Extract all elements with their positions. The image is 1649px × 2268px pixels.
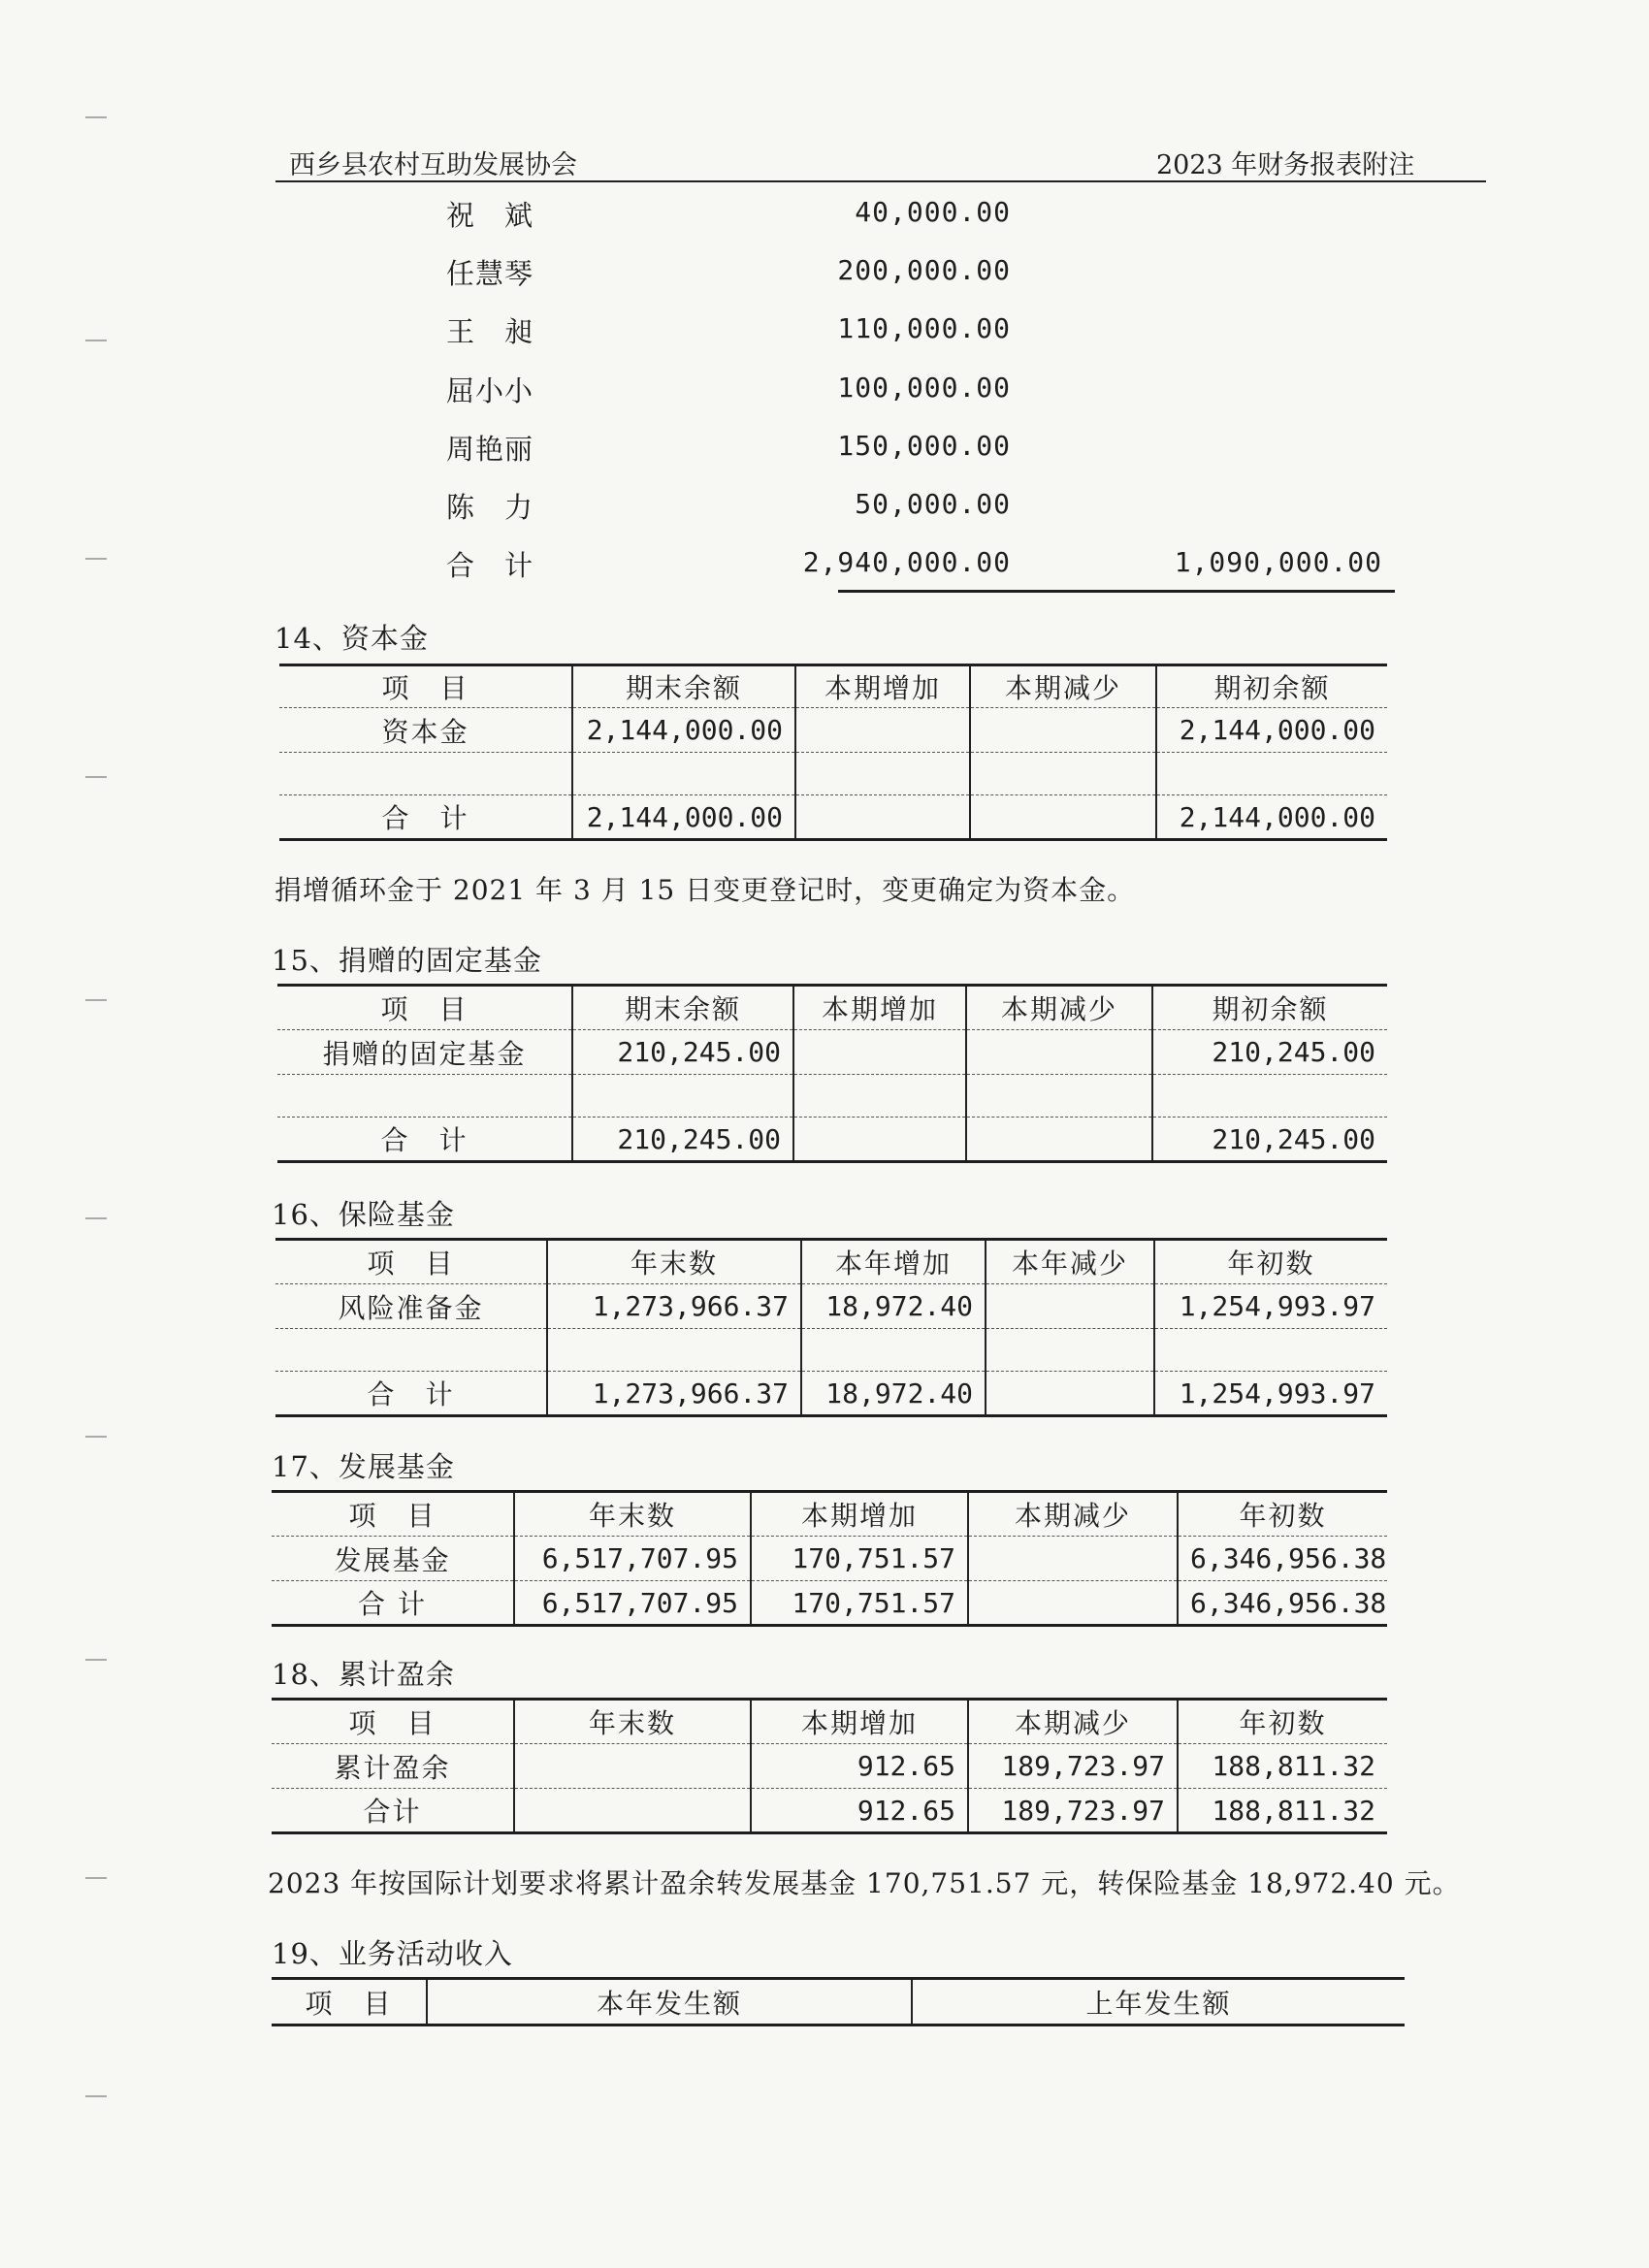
donor-amount: 150,000.00 [837, 430, 1011, 462]
value-cell [793, 1118, 966, 1162]
value-cell [795, 795, 970, 840]
value-cell: 189,723.97 [968, 1789, 1178, 1833]
item-cell: 合 计 [367, 1378, 455, 1410]
col-header: 期初余额 [1152, 986, 1387, 1030]
value-cell [968, 1537, 1178, 1581]
donor-name: 周艳丽 [446, 433, 534, 466]
col-header: 项 目 [279, 665, 572, 708]
col-header: 本期增加 [751, 1492, 968, 1537]
item-cell: 风险准备金 [275, 1284, 547, 1329]
col-header: 期初余额 [1156, 665, 1387, 708]
table-row [272, 1581, 1387, 1626]
col-header: 本期减少 [968, 1700, 1178, 1744]
col-header: 年初数 [1154, 1240, 1387, 1284]
donor-total-label: 合 计 [446, 549, 534, 582]
table-row [272, 1744, 1387, 1789]
value-cell: 210,245.00 [1152, 1030, 1387, 1075]
value-cell: 6,517,707.95 [514, 1581, 751, 1626]
section-18-note: 2023 年按国际计划要求将累计盈余转发展基金 170,751.57 元，转保险基金 18,972.40 元。 [268, 1867, 1461, 1899]
col-header: 项 目 [272, 1492, 514, 1537]
value-cell: 170,751.57 [751, 1581, 968, 1626]
value-cell [970, 708, 1156, 753]
item-cell: 合计 [363, 1796, 422, 1828]
table-row [275, 1329, 1387, 1372]
section-14-note: 捐增循环金于 2021 年 3 月 15 日变更登记时，变更确定为资本金。 [275, 874, 1136, 906]
col-header: 年初数 [1178, 1700, 1387, 1744]
donor-amount: 40,000.00 [855, 196, 1011, 228]
donor-name: 任慧琴 [446, 257, 534, 290]
donor-amount: 200,000.00 [837, 254, 1011, 286]
col-header: 本期减少 [970, 665, 1156, 708]
value-cell: 210,245.00 [1152, 1118, 1387, 1162]
item-cell: 合 计 [381, 802, 469, 834]
donor-total-amount2: 1,090,000.00 [1174, 546, 1382, 578]
table-row [279, 753, 1387, 795]
item-cell: 合 计 [380, 1124, 469, 1156]
donor-name: 王 昶 [446, 315, 534, 348]
col-header: 本年发生额 [427, 1979, 912, 2025]
section-14-title: 14、资本金 [275, 622, 429, 655]
col-header: 项 目 [272, 1700, 514, 1744]
donor-amount: 50,000.00 [855, 488, 1011, 520]
value-cell [986, 1372, 1154, 1416]
table-row [275, 1372, 1387, 1416]
value-cell: 170,751.57 [751, 1537, 968, 1581]
value-cell: 18,972.40 [801, 1372, 986, 1416]
value-cell [795, 708, 970, 753]
value-cell: 189,723.97 [968, 1744, 1178, 1789]
col-header: 项 目 [305, 1987, 393, 2020]
value-cell: 1,273,966.37 [547, 1372, 801, 1416]
value-cell: 188,811.32 [1178, 1789, 1387, 1833]
value-cell: 18,972.40 [801, 1284, 986, 1329]
section-15-title: 15、捐赠的固定基金 [272, 944, 542, 977]
value-cell: 188,811.32 [1178, 1744, 1387, 1789]
value-cell: 2,144,000.00 [572, 795, 795, 840]
col-header: 项 目 [277, 986, 572, 1030]
business-income-table [272, 1977, 1405, 2026]
donor-name: 屈小小 [446, 374, 534, 407]
insurance-fund-table [275, 1238, 1387, 1417]
col-header: 年末数 [514, 1700, 751, 1744]
value-cell [968, 1581, 1178, 1626]
col-header: 年末数 [547, 1240, 801, 1284]
value-cell: 210,245.00 [572, 1118, 793, 1162]
table-row [272, 1789, 1387, 1833]
table-row [279, 708, 1387, 753]
value-cell: 2,144,000.00 [1156, 795, 1387, 840]
section-19-title: 19、业务活动收入 [272, 1937, 513, 1970]
donor-name: 祝 斌 [446, 199, 534, 232]
col-header: 本期增加 [795, 665, 970, 708]
col-header: 本年增加 [801, 1240, 986, 1284]
item-cell: 发展基金 [272, 1537, 514, 1581]
value-cell: 912.65 [751, 1789, 968, 1833]
section-17-title: 17、发展基金 [272, 1450, 455, 1483]
col-header: 年末数 [514, 1492, 751, 1537]
value-cell: 6,346,956.38 [1178, 1581, 1387, 1626]
section-16-title: 16、保险基金 [272, 1198, 455, 1231]
table-row [275, 1284, 1387, 1329]
value-cell [793, 1030, 966, 1075]
item-cell: 捐赠的固定基金 [277, 1030, 572, 1075]
value-cell [514, 1789, 751, 1833]
col-header: 期末余额 [572, 665, 795, 708]
col-header: 项 目 [275, 1240, 547, 1284]
value-cell: 1,254,993.97 [1154, 1284, 1387, 1329]
value-cell [966, 1030, 1152, 1075]
development-fund-table [272, 1490, 1387, 1627]
value-cell: 2,144,000.00 [572, 708, 795, 753]
donor-total-amount: 2,940,000.00 [802, 546, 1011, 578]
donor-amount: 100,000.00 [837, 372, 1011, 404]
col-header: 年初数 [1178, 1492, 1387, 1537]
donor-name: 陈 力 [446, 491, 534, 524]
table-row [277, 1118, 1387, 1162]
col-header: 本期减少 [966, 986, 1152, 1030]
accumulated-surplus-table [272, 1698, 1387, 1834]
header-rule [275, 180, 1486, 182]
col-header: 上年发生额 [912, 1979, 1405, 2025]
col-header: 本期增加 [793, 986, 966, 1030]
item-cell: 累计盈余 [272, 1744, 514, 1789]
fixed-fund-table [277, 984, 1387, 1163]
table-row [272, 1537, 1387, 1581]
value-cell: 210,245.00 [572, 1030, 793, 1075]
capital-table [279, 664, 1387, 841]
section-18-title: 18、累计盈余 [272, 1658, 455, 1691]
value-cell [970, 795, 1156, 840]
donor-amount: 110,000.00 [837, 312, 1011, 344]
value-cell [514, 1744, 751, 1789]
table-row [279, 795, 1387, 840]
value-cell [966, 1118, 1152, 1162]
col-header: 本期减少 [968, 1492, 1178, 1537]
item-cell: 资本金 [279, 708, 572, 753]
org-name: 西乡县农村互助发展协会 [289, 150, 577, 180]
table-row [277, 1075, 1387, 1118]
donor-bottom-rule [838, 590, 1395, 593]
value-cell: 1,273,966.37 [547, 1284, 801, 1329]
value-cell: 6,517,707.95 [514, 1537, 751, 1581]
value-cell: 912.65 [751, 1744, 968, 1789]
col-header: 本年减少 [986, 1240, 1154, 1284]
table-row [277, 1030, 1387, 1075]
col-header: 本期增加 [751, 1700, 968, 1744]
item-cell: 合 计 [358, 1588, 427, 1620]
col-header: 期末余额 [572, 986, 793, 1030]
value-cell: 1,254,993.97 [1154, 1372, 1387, 1416]
value-cell [986, 1284, 1154, 1329]
value-cell: 2,144,000.00 [1156, 708, 1387, 753]
doc-title: 2023 年财务报表附注 [1156, 150, 1415, 180]
value-cell: 6,346,956.38 [1178, 1537, 1387, 1581]
